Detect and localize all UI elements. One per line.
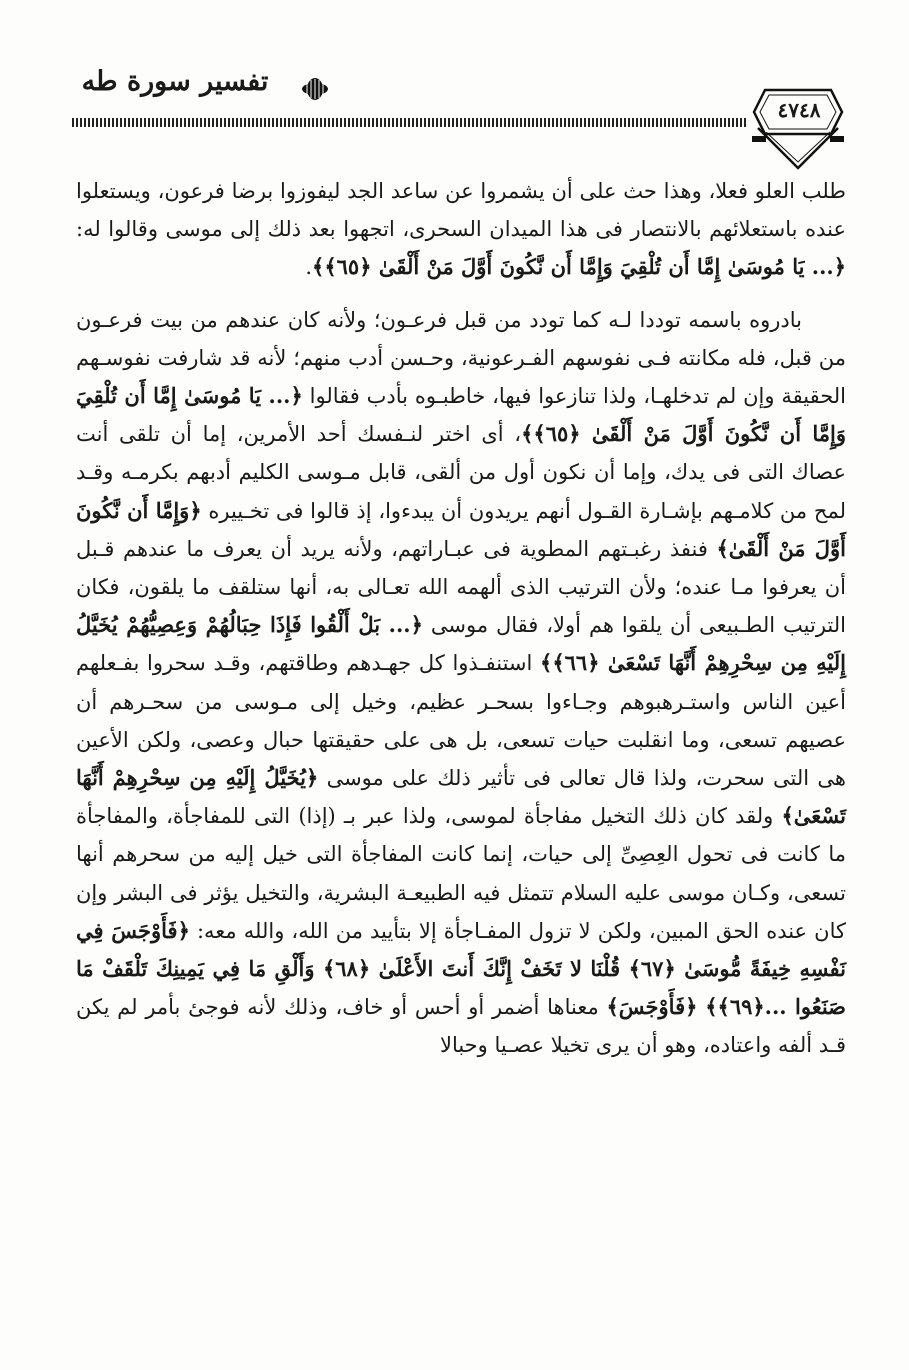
commentary-text: معناها أضمر أو أحس أو خاف، وذلك لأنه فوجئ بأمر لم يكن قـد ألفه واعتاده، وهو أن يرى تخيلا عصـيا وحبالا — [76, 995, 846, 1058]
quran-verse: ﴿... يَا مُوسَىٰ إِمَّا أَن تُلْقِيَ وَإِمَّا أَن نَّكُونَ أَوَّلَ مَنْ أَلْقَىٰ ﴿٦٥﴾﴾ — [312, 254, 846, 280]
page-number: ٤٧٤٨ — [777, 98, 821, 122]
quran-verse: ﴿... بَلْ أَلْقُوا فَإِذَا حِبَالُهُمْ وَعِصِيُّهُمْ يُخَيَّلُ إِلَيْهِ مِن سِحْرِهِمْ أَنَّهَا تَسْعَىٰ ﴿٦٦﴾﴾ — [76, 612, 846, 676]
surah-title: تفسير سورة طه — [81, 66, 269, 97]
quran-verse: ﴿فَأَوْجَسَ﴾ — [606, 994, 698, 1020]
quran-verse: ﴿يُخَيَّلُ إِلَيْهِ مِن سِحْرِهِمْ أَنَّهَا تَسْعَىٰ﴾ — [76, 765, 846, 829]
ornamental-flower-icon — [300, 76, 330, 102]
tafsir-body-text — [76, 172, 846, 1065]
header-rule — [72, 118, 748, 127]
commentary-text: . — [305, 255, 313, 280]
commentary-text: استنفـذوا كل جهـدهم وطاقتهم، وقـد سحروا بفـعلهم أعين الناس واستـرهبوهم وجـاءوا بسحـر عظيم، وخيل إلى مـوسى من سحـرهم أن عصيهم تسعى، وما انقلبت حيات تسعى، بل هى على حقيقتها حبال وعصى، ولكن الأعين هى التى سحرت، ولذا قال تعالى فى تأثير ذلك على موسى — [76, 651, 846, 791]
quran-verse: ﴿... يَا مُوسَىٰ إِمَّا أَن تُلْقِيَ وَإِمَّا أَن نَّكُونَ أَوَّلَ مَنْ أَلْقَىٰ ﴿٦٥﴾﴾ — [76, 383, 846, 447]
page-header — [0, 0, 909, 170]
commentary-text: فنفذ رغبـتهم المطوية فى عبـاراتهم، ولأنه يريد أن يعرف ما عندهم قـبل أن يعرفوا مـا عنده؛ ولأن الترتيب الذى ألهمه الله تعـالى به، أنها ستلقف ما يلقون، فكان الترتيب الطـبيعى أن يلقوا هم أولا، فقال موسى — [76, 536, 846, 638]
paragraph — [76, 301, 846, 1065]
quran-verse: ﴿فَأَوْجَسَ فِي نَفْسِهِ خِيفَةً مُّوسَىٰ ﴿٦٧﴾ قُلْنَا لا تَخَفْ إِنَّكَ أَنتَ الأَعْلَىٰ ﴿٦٨﴾ وَأَلْقِ مَا فِي يَمِينِكَ تَلْقَفْ مَا صَنَعُوا ...﴿٦٩﴾﴾ — [76, 917, 846, 1020]
commentary-text: طلب العلو فعلا، وهذا حث على أن يشمروا عن ساعد الجد ليفوزوا برضا فرعون، ويستعلوا عنده باستعلائهم بالانتصار فى هذا الميدان السحرى، اتجهوا بعد ذلك إلى موسى وقالوا له: — [76, 179, 846, 242]
commentary-text: ، أى اختر لنـفسك أحد الأمرين، إما أن تلقى أنت عصاك التى فى يدك، وإما أن نكون أول من ألقى، قابل مـوسى الكليم أدبهم بكرمـه وقـد لمح من كلامـهم بإشـارة القـول أنهم يريدون أن يبدءوا، إذ قالوا فى تخـييره — [76, 422, 846, 523]
commentary-text: ولقد كان ذلك التخيل مفاجأة لموسى، ولذا عبر بـ (إذا) التى للمفاجأة، والمفاجأة ما كانت فى تحول العِصِىِّ إلى حيات، إنما كانت المفاجأة التى خيل إليه من سحرهم أنها تسعى، وكـان موسى عليه السلام تتمثل فيه الطبيعـة البشرية، والتخيل يؤثر فى البشر وإن كان عنده الحق المبين، ولكن لا تزول المفـاجأة إلا بتأييد من الله، والله معه: — [76, 804, 846, 943]
paragraph — [76, 172, 846, 287]
commentary-text: بادروه باسمه توددا لـه كما تودد من قبل فرعـون؛ ولأنه كان عندهم من بيت فرعـون من قبل، فله مكانته فـى نفوسهم الفـرعونية، وحـسن أدب منهم؛ لأنه قد شارفت نفوسـهم الحقيقة وإن لم تدخلهـا، ولذا تنازعوا فيها، خاطبـوه بأدب فقالوا — [76, 307, 846, 409]
quran-verse: ﴿وَإِمَّا أَن نَّكُونَ أَوَّلَ مَنْ أَلْقَىٰ﴾ — [76, 497, 846, 561]
